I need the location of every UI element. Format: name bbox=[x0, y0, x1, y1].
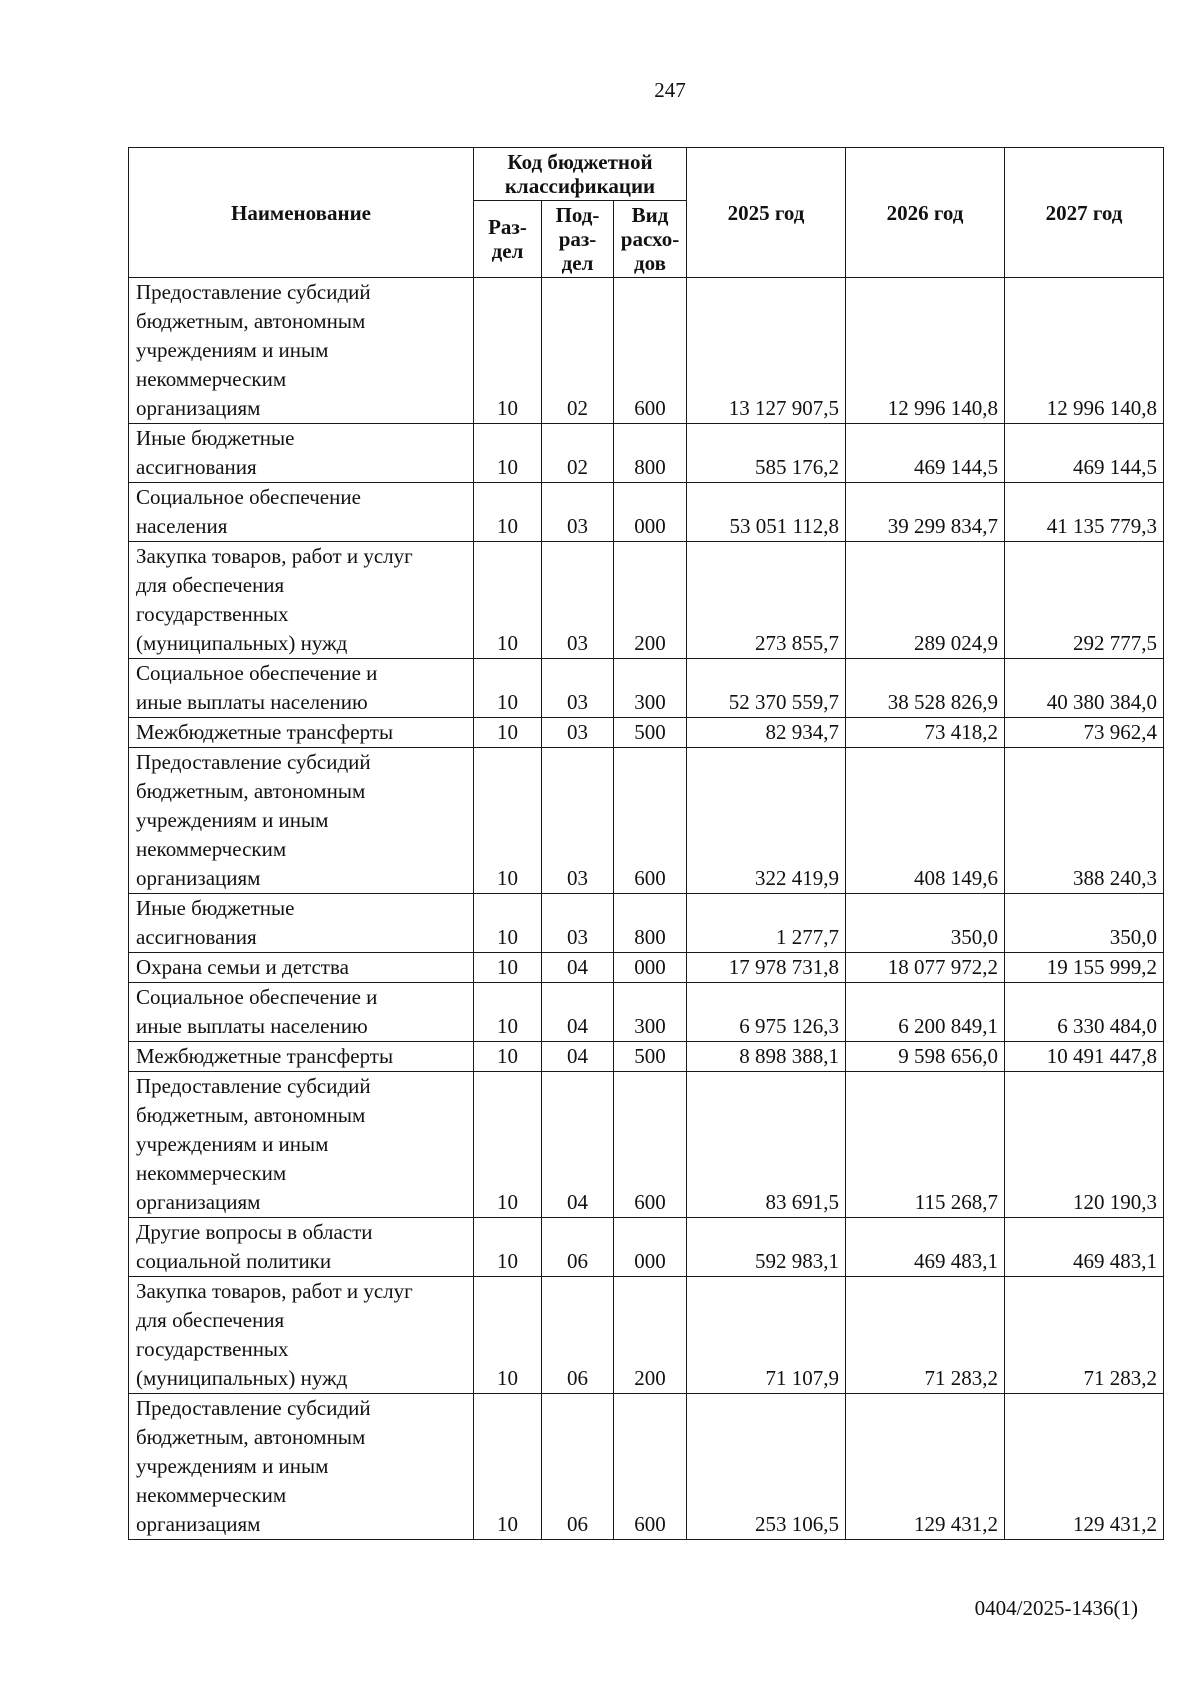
row-vid: 000 bbox=[614, 483, 687, 542]
row-2025: 82 934,7 bbox=[687, 718, 846, 748]
row-razdel: 10 bbox=[474, 718, 542, 748]
header-vid-line: Вид bbox=[631, 203, 669, 227]
row-name-line: ассигнования bbox=[136, 455, 257, 479]
row-2026: 469 483,1 bbox=[846, 1218, 1005, 1277]
row-name-line: населения bbox=[136, 514, 228, 538]
document-id: 0404/2025-1436(1) bbox=[974, 1596, 1138, 1620]
row-2026: 6 200 849,1 bbox=[846, 983, 1005, 1042]
row-vid: 600 bbox=[614, 1394, 687, 1540]
row-razdel: 10 bbox=[474, 748, 542, 894]
header-name: Наименование bbox=[129, 148, 474, 278]
row-2025: 17 978 731,8 bbox=[687, 953, 846, 983]
row-2025: 585 176,2 bbox=[687, 424, 846, 483]
header-2026: 2026 год bbox=[846, 148, 1005, 278]
row-razdel: 10 bbox=[474, 1394, 542, 1540]
row-name bbox=[129, 1072, 474, 1218]
table-row bbox=[129, 1218, 1164, 1277]
row-name bbox=[129, 483, 474, 542]
row-name-line: Предоставление субсидий bbox=[136, 1074, 371, 1098]
row-podrazdel: 06 bbox=[542, 1277, 614, 1394]
row-name-line: некоммерческим bbox=[136, 367, 287, 391]
row-2025: 13 127 907,5 bbox=[687, 278, 846, 424]
table-row bbox=[129, 1394, 1164, 1540]
row-name bbox=[129, 424, 474, 483]
row-name bbox=[129, 659, 474, 718]
header-podrazdel-line: Под- bbox=[555, 203, 600, 227]
row-name-line: организациям bbox=[136, 866, 261, 890]
row-name-line: ассигнования bbox=[136, 925, 257, 949]
row-vid: 600 bbox=[614, 1072, 687, 1218]
table-row bbox=[129, 894, 1164, 953]
row-name-line: некоммерческим bbox=[136, 1161, 287, 1185]
row-name-line: государственных bbox=[136, 1337, 289, 1361]
row-podrazdel: 04 bbox=[542, 1042, 614, 1072]
row-2025: 253 106,5 bbox=[687, 1394, 846, 1540]
table-row bbox=[129, 718, 1164, 748]
row-razdel: 10 bbox=[474, 483, 542, 542]
row-name-line: Охрана семьи и детства bbox=[136, 955, 349, 979]
row-2025: 592 983,1 bbox=[687, 1218, 846, 1277]
row-vid: 200 bbox=[614, 1277, 687, 1394]
row-2025: 83 691,5 bbox=[687, 1072, 846, 1218]
row-podrazdel: 06 bbox=[542, 1218, 614, 1277]
row-name-line: некоммерческим bbox=[136, 837, 287, 861]
row-name-line: учреждениям и иным bbox=[136, 338, 329, 362]
row-name-line: Социальное обеспечение и bbox=[136, 985, 378, 1009]
row-name-line: Другие вопросы в области bbox=[136, 1220, 373, 1244]
row-vid: 500 bbox=[614, 1042, 687, 1072]
table-row bbox=[129, 953, 1164, 983]
header-podrazdel bbox=[542, 201, 614, 278]
row-2025: 6 975 126,3 bbox=[687, 983, 846, 1042]
row-2027: 12 996 140,8 bbox=[1005, 278, 1164, 424]
header-vid bbox=[614, 201, 687, 278]
row-vid: 800 bbox=[614, 894, 687, 953]
row-vid: 300 bbox=[614, 659, 687, 718]
row-podrazdel: 04 bbox=[542, 983, 614, 1042]
row-razdel: 10 bbox=[474, 1218, 542, 1277]
row-name bbox=[129, 983, 474, 1042]
row-2027: 71 283,2 bbox=[1005, 1277, 1164, 1394]
row-vid: 500 bbox=[614, 718, 687, 748]
row-razdel: 10 bbox=[474, 278, 542, 424]
header-razdel bbox=[474, 201, 542, 278]
row-vid: 000 bbox=[614, 953, 687, 983]
row-name-line: некоммерческим bbox=[136, 1483, 287, 1507]
row-vid: 600 bbox=[614, 748, 687, 894]
row-razdel: 10 bbox=[474, 1072, 542, 1218]
row-2026: 115 268,7 bbox=[846, 1072, 1005, 1218]
row-podrazdel: 03 bbox=[542, 483, 614, 542]
row-vid: 300 bbox=[614, 983, 687, 1042]
header-podrazdel-line: дел bbox=[561, 251, 594, 275]
row-2025: 71 107,9 bbox=[687, 1277, 846, 1394]
row-name-line: социальной политики bbox=[136, 1249, 332, 1273]
row-name bbox=[129, 542, 474, 659]
row-name-line: Межбюджетные трансферты bbox=[136, 1044, 394, 1068]
row-name-line: бюджетным, автономным bbox=[136, 1425, 366, 1449]
row-2027: 129 431,2 bbox=[1005, 1394, 1164, 1540]
header-razdel-line: дел bbox=[491, 239, 524, 263]
row-name-line: Иные бюджетные bbox=[136, 426, 295, 450]
row-name-line: учреждениям и иным bbox=[136, 808, 329, 832]
row-name bbox=[129, 748, 474, 894]
row-2026: 289 024,9 bbox=[846, 542, 1005, 659]
table-row bbox=[129, 1072, 1164, 1218]
row-name-line: бюджетным, автономным bbox=[136, 779, 366, 803]
row-name-line: Социальное обеспечение bbox=[136, 485, 361, 509]
row-2025: 322 419,9 bbox=[687, 748, 846, 894]
row-name-line: организациям bbox=[136, 1512, 261, 1536]
row-2025: 273 855,7 bbox=[687, 542, 846, 659]
header-code-group-line: Код бюджетной bbox=[507, 150, 653, 174]
row-2026: 73 418,2 bbox=[846, 718, 1005, 748]
table-body bbox=[129, 278, 1164, 1540]
row-2026: 469 144,5 bbox=[846, 424, 1005, 483]
row-podrazdel: 04 bbox=[542, 1072, 614, 1218]
row-2027: 6 330 484,0 bbox=[1005, 983, 1164, 1042]
row-name-line: организациям bbox=[136, 1190, 261, 1214]
header-code-group-line: классификации bbox=[504, 174, 656, 198]
row-vid: 600 bbox=[614, 278, 687, 424]
row-2026: 39 299 834,7 bbox=[846, 483, 1005, 542]
row-podrazdel: 04 bbox=[542, 953, 614, 983]
header-razdel-line: Раз- bbox=[488, 215, 527, 239]
row-2026: 12 996 140,8 bbox=[846, 278, 1005, 424]
table-row bbox=[129, 748, 1164, 894]
row-name-line: Социальное обеспечение и bbox=[136, 661, 378, 685]
row-name-line: (муниципальных) нужд bbox=[136, 1366, 348, 1390]
row-name bbox=[129, 894, 474, 953]
row-2027: 73 962,4 bbox=[1005, 718, 1164, 748]
header-code-group bbox=[474, 148, 687, 201]
row-vid: 800 bbox=[614, 424, 687, 483]
table-row bbox=[129, 983, 1164, 1042]
row-name bbox=[129, 953, 474, 983]
row-name-line: для обеспечения bbox=[136, 573, 285, 597]
row-2026: 408 149,6 bbox=[846, 748, 1005, 894]
row-name-line: Иные бюджетные bbox=[136, 896, 295, 920]
row-podrazdel: 03 bbox=[542, 894, 614, 953]
header-2025: 2025 год bbox=[687, 148, 846, 278]
row-2026: 350,0 bbox=[846, 894, 1005, 953]
row-podrazdel: 02 bbox=[542, 424, 614, 483]
row-2026: 9 598 656,0 bbox=[846, 1042, 1005, 1072]
table-row bbox=[129, 1277, 1164, 1394]
row-name-line: Закупка товаров, работ и услуг bbox=[136, 544, 413, 568]
row-2025: 53 051 112,8 bbox=[687, 483, 846, 542]
table-header bbox=[129, 148, 1164, 278]
table-row bbox=[129, 659, 1164, 718]
table-row bbox=[129, 278, 1164, 424]
row-2027: 469 483,1 bbox=[1005, 1218, 1164, 1277]
row-name bbox=[129, 1394, 474, 1540]
row-podrazdel: 03 bbox=[542, 659, 614, 718]
row-podrazdel: 06 bbox=[542, 1394, 614, 1540]
row-2027: 10 491 447,8 bbox=[1005, 1042, 1164, 1072]
header-vid-line: расхо- bbox=[620, 227, 680, 251]
row-name-line: Предоставление субсидий bbox=[136, 1396, 371, 1420]
row-2027: 469 144,5 bbox=[1005, 424, 1164, 483]
table-row bbox=[129, 483, 1164, 542]
row-razdel: 10 bbox=[474, 659, 542, 718]
row-name-line: иные выплаты населению bbox=[136, 690, 368, 714]
row-razdel: 10 bbox=[474, 894, 542, 953]
row-name-line: учреждениям и иным bbox=[136, 1454, 329, 1478]
table-row bbox=[129, 424, 1164, 483]
row-2026: 38 528 826,9 bbox=[846, 659, 1005, 718]
header-2027: 2027 год bbox=[1005, 148, 1164, 278]
row-podrazdel: 03 bbox=[542, 718, 614, 748]
row-name bbox=[129, 718, 474, 748]
budget-table bbox=[128, 147, 1164, 1540]
row-podrazdel: 03 bbox=[542, 748, 614, 894]
row-name-line: Межбюджетные трансферты bbox=[136, 720, 394, 744]
row-2025: 1 277,7 bbox=[687, 894, 846, 953]
row-2025: 8 898 388,1 bbox=[687, 1042, 846, 1072]
row-vid: 200 bbox=[614, 542, 687, 659]
row-2026: 18 077 972,2 bbox=[846, 953, 1005, 983]
row-2027: 350,0 bbox=[1005, 894, 1164, 953]
row-2027: 292 777,5 bbox=[1005, 542, 1164, 659]
row-name-line: государственных bbox=[136, 602, 289, 626]
row-razdel: 10 bbox=[474, 542, 542, 659]
row-razdel: 10 bbox=[474, 1277, 542, 1394]
row-name-line: Предоставление субсидий bbox=[136, 750, 371, 774]
row-name-line: бюджетным, автономным bbox=[136, 309, 366, 333]
row-2027: 40 380 384,0 bbox=[1005, 659, 1164, 718]
row-2025: 52 370 559,7 bbox=[687, 659, 846, 718]
row-name-line: бюджетным, автономным bbox=[136, 1103, 366, 1127]
row-2027: 120 190,3 bbox=[1005, 1072, 1164, 1218]
row-razdel: 10 bbox=[474, 1042, 542, 1072]
row-podrazdel: 03 bbox=[542, 542, 614, 659]
row-podrazdel: 02 bbox=[542, 278, 614, 424]
table-row bbox=[129, 1042, 1164, 1072]
row-name-line: Закупка товаров, работ и услуг bbox=[136, 1279, 413, 1303]
header-vid-line: дов bbox=[634, 251, 666, 275]
row-name bbox=[129, 1218, 474, 1277]
row-razdel: 10 bbox=[474, 983, 542, 1042]
row-name-line: организациям bbox=[136, 396, 261, 420]
row-razdel: 10 bbox=[474, 953, 542, 983]
row-name bbox=[129, 278, 474, 424]
row-2027: 41 135 779,3 bbox=[1005, 483, 1164, 542]
row-2026: 129 431,2 bbox=[846, 1394, 1005, 1540]
page-number: 247 bbox=[654, 78, 686, 102]
row-name-line: (муниципальных) нужд bbox=[136, 631, 348, 655]
row-name bbox=[129, 1042, 474, 1072]
row-name-line: иные выплаты населению bbox=[136, 1014, 368, 1038]
row-razdel: 10 bbox=[474, 424, 542, 483]
row-name bbox=[129, 1277, 474, 1394]
row-2026: 71 283,2 bbox=[846, 1277, 1005, 1394]
row-name-line: для обеспечения bbox=[136, 1308, 285, 1332]
row-name-line: учреждениям и иным bbox=[136, 1132, 329, 1156]
row-2027: 388 240,3 bbox=[1005, 748, 1164, 894]
header-podrazdel-line: раз- bbox=[558, 227, 597, 251]
row-name-line: Предоставление субсидий bbox=[136, 280, 371, 304]
row-vid: 000 bbox=[614, 1218, 687, 1277]
row-2027: 19 155 999,2 bbox=[1005, 953, 1164, 983]
table-row bbox=[129, 542, 1164, 659]
